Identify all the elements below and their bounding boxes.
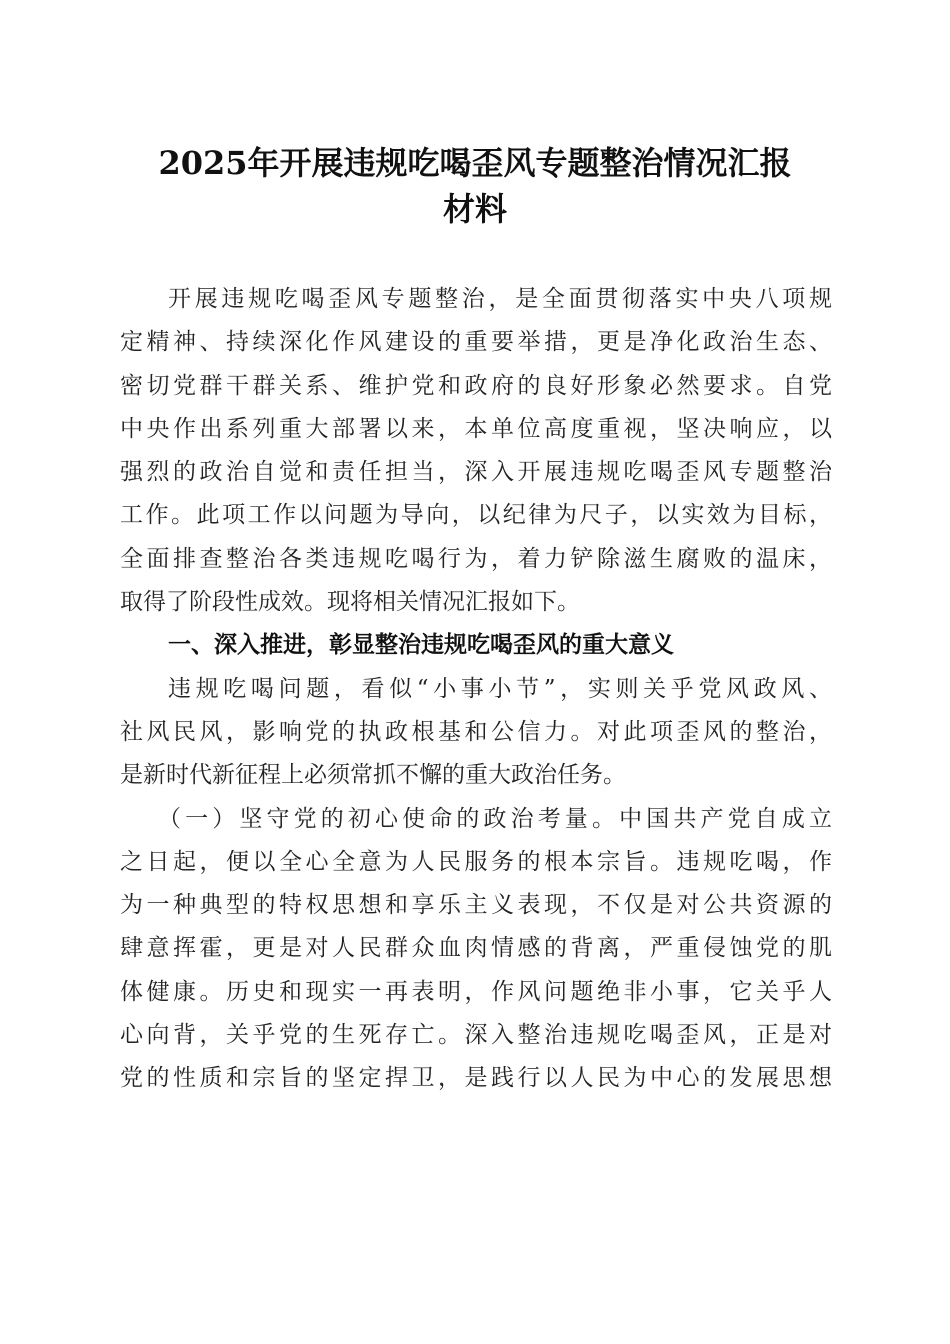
paragraph-2-line-1: 违规吃喝问题，看似“小事小节”，实则关乎党风政风、 xyxy=(168,675,832,702)
paragraph-3-line-5: 体健康。历史和现实一再表明，作风问题绝非小事，它关乎人 xyxy=(120,978,832,1005)
paragraph-3-line-1: （一）坚守党的初心使命的政治考量。中国共产党自成立 xyxy=(158,805,832,832)
paragraph-1-line-7: 全面排查整治各类违规吃喝行为，着力铲除滋生腐败的温床， xyxy=(120,545,832,572)
paragraph-1-line-8: 取得了阶段性成效。现将相关情况汇报如下。 xyxy=(120,589,580,616)
paragraph-3-line-3: 为一种典型的特权思想和享乐主义表现，不仅是对公共资源的 xyxy=(120,892,832,919)
paragraph-3-line-7: 党的性质和宗旨的坚定捍卫，是践行以人民为中心的发展思想 xyxy=(120,1065,832,1092)
paragraph-3-line-2: 之日起，便以全心全意为人民服务的根本宗旨。违规吃喝，作 xyxy=(120,848,832,875)
paragraph-3-line-6: 心向背，关乎党的生死存亡。深入整治违规吃喝歪风，正是对 xyxy=(120,1022,832,1049)
document-body xyxy=(120,278,832,1101)
paragraph-2-line-3: 是新时代新征程上必须常抓不懈的重大政治任务。 xyxy=(120,762,626,789)
paragraph-1-line-2: 定精神、持续深化作风建设的重要举措，更是净化政治生态、 xyxy=(120,329,832,356)
paragraph-1-line-6: 工作。此项工作以问题为导向，以纪律为尺子，以实效为目标， xyxy=(120,502,832,529)
paragraph-1-line-1: 开展违规吃喝歪风专题整治，是全面贯彻落实中央八项规 xyxy=(168,286,832,312)
section-heading-1: 一、深入推进，彰显整治违规吃喝歪风的重大意义 xyxy=(168,632,674,659)
paragraph-1-line-3: 密切党群干群关系、维护党和政府的良好形象必然要求。自党 xyxy=(120,372,832,399)
document-title xyxy=(100,140,850,232)
title-line-1: 2025年开展违规吃喝歪风专题整治情况汇报 xyxy=(158,144,792,182)
paragraph-2-line-2: 社风民风，影响党的执政根基和公信力。对此项歪风的整治， xyxy=(120,718,832,745)
paragraph-1-line-4: 中央作出系列重大部署以来，本单位高度重视，坚决响应，以 xyxy=(120,415,832,442)
paragraph-3-line-4: 肆意挥霍，更是对人民群众血肉情感的背离，严重侵蚀党的肌 xyxy=(120,935,832,962)
title-line-2: 材料 xyxy=(442,190,507,228)
paragraph-1-line-5: 强烈的政治自觉和责任担当，深入开展违规吃喝歪风专题整治 xyxy=(120,459,832,486)
